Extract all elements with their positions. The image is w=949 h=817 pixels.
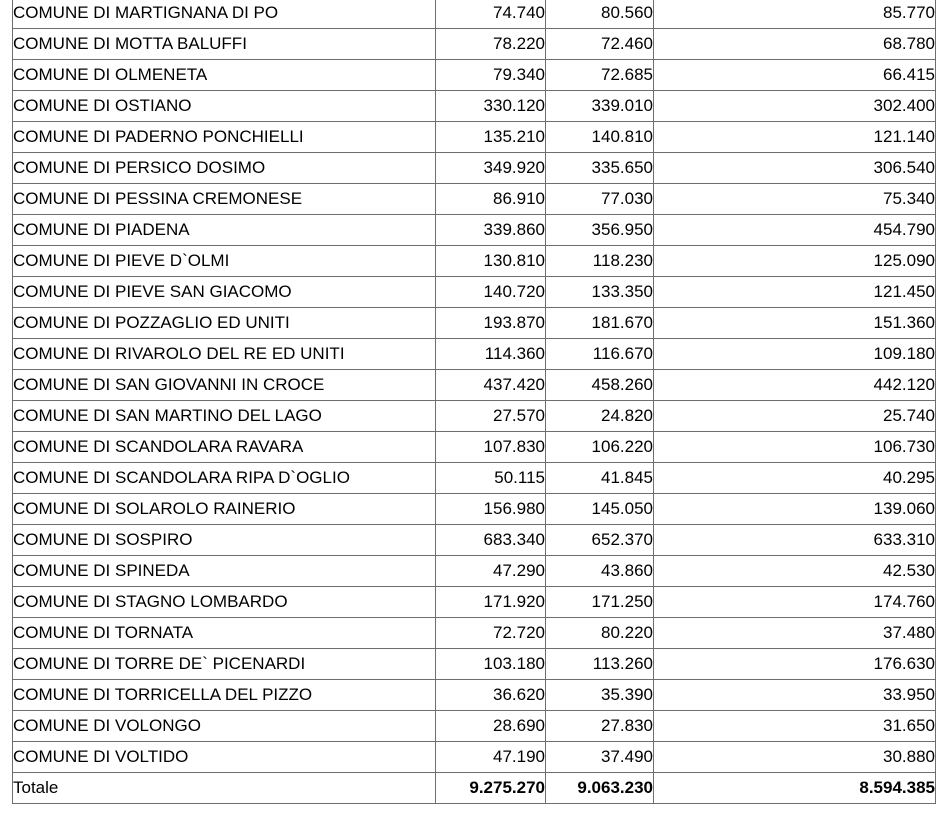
value-cell-3: 37.480 (654, 618, 936, 649)
value-cell-2: 652.370 (546, 525, 654, 556)
comune-name-cell: COMUNE DI STAGNO LOMBARDO (13, 587, 436, 618)
value-cell-3: 633.310 (654, 525, 936, 556)
value-cell-2: 24.820 (546, 401, 654, 432)
value-cell-3: 125.090 (654, 246, 936, 277)
value-cell-1: 47.290 (436, 556, 546, 587)
value-cell-1: 171.920 (436, 587, 546, 618)
value-cell-3: 75.340 (654, 184, 936, 215)
total-label: Totale (13, 773, 436, 804)
value-cell-2: 145.050 (546, 494, 654, 525)
value-cell-3: 121.450 (654, 277, 936, 308)
comune-name-cell: COMUNE DI PIEVE SAN GIACOMO (13, 277, 436, 308)
table-row (13, 246, 936, 277)
value-cell-2: 35.390 (546, 680, 654, 711)
value-cell-3: 139.060 (654, 494, 936, 525)
value-cell-2: 133.350 (546, 277, 654, 308)
comune-name-cell: COMUNE DI RIVAROLO DEL RE ED UNITI (13, 339, 436, 370)
value-cell-1: 28.690 (436, 711, 546, 742)
table-row (13, 277, 936, 308)
table-row (13, 29, 936, 60)
comuni-table (12, 0, 936, 804)
value-cell-3: 174.760 (654, 587, 936, 618)
value-cell-3: 151.360 (654, 308, 936, 339)
comune-name-cell: COMUNE DI SOLAROLO RAINERIO (13, 494, 436, 525)
value-cell-1: 339.860 (436, 215, 546, 246)
value-cell-2: 356.950 (546, 215, 654, 246)
comune-name-cell: COMUNE DI OSTIANO (13, 91, 436, 122)
table-row (13, 556, 936, 587)
value-cell-1: 72.720 (436, 618, 546, 649)
value-cell-1: 135.210 (436, 122, 546, 153)
comune-name-cell: COMUNE DI TORRE DE` PICENARDI (13, 649, 436, 680)
table-row (13, 153, 936, 184)
table-row (13, 91, 936, 122)
value-cell-3: 121.140 (654, 122, 936, 153)
comune-name-cell: COMUNE DI POZZAGLIO ED UNITI (13, 308, 436, 339)
comune-name-cell: COMUNE DI PIEVE D`OLMI (13, 246, 436, 277)
table-row (13, 742, 936, 773)
table-row (13, 525, 936, 556)
table-row (13, 60, 936, 91)
value-cell-2: 27.830 (546, 711, 654, 742)
value-cell-1: 330.120 (436, 91, 546, 122)
value-cell-3: 442.120 (654, 370, 936, 401)
value-cell-3: 68.780 (654, 29, 936, 60)
value-cell-1: 47.190 (436, 742, 546, 773)
value-cell-2: 106.220 (546, 432, 654, 463)
value-cell-2: 339.010 (546, 91, 654, 122)
comune-name-cell: COMUNE DI TORRICELLA DEL PIZZO (13, 680, 436, 711)
comune-name-cell: COMUNE DI SCANDOLARA RAVARA (13, 432, 436, 463)
table-row (13, 463, 936, 494)
comune-name-cell: COMUNE DI PADERNO PONCHIELLI (13, 122, 436, 153)
comune-name-cell: COMUNE DI SPINEDA (13, 556, 436, 587)
value-cell-1: 50.115 (436, 463, 546, 494)
value-cell-1: 683.340 (436, 525, 546, 556)
value-cell-2: 80.220 (546, 618, 654, 649)
comune-name-cell: COMUNE DI PIADENA (13, 215, 436, 246)
table-row (13, 711, 936, 742)
value-cell-1: 140.720 (436, 277, 546, 308)
comune-name-cell: COMUNE DI TORNATA (13, 618, 436, 649)
comune-name-cell: COMUNE DI SAN GIOVANNI IN CROCE (13, 370, 436, 401)
value-cell-1: 78.220 (436, 29, 546, 60)
total-row (13, 773, 936, 804)
value-cell-2: 43.860 (546, 556, 654, 587)
table-row (13, 587, 936, 618)
value-cell-2: 72.685 (546, 60, 654, 91)
value-cell-3: 33.950 (654, 680, 936, 711)
table-row (13, 618, 936, 649)
comune-name-cell: COMUNE DI SCANDOLARA RIPA D`OGLIO (13, 463, 436, 494)
comune-name-cell: COMUNE DI MARTIGNANA DI PO (13, 0, 436, 29)
table-row (13, 0, 936, 29)
value-cell-3: 66.415 (654, 60, 936, 91)
table-row (13, 184, 936, 215)
table-row (13, 432, 936, 463)
comune-name-cell: COMUNE DI PESSINA CREMONESE (13, 184, 436, 215)
value-cell-1: 36.620 (436, 680, 546, 711)
comune-name-cell: COMUNE DI VOLONGO (13, 711, 436, 742)
value-cell-1: 107.830 (436, 432, 546, 463)
total-value-3: 8.594.385 (654, 773, 936, 804)
table-body (13, 0, 936, 804)
value-cell-3: 30.880 (654, 742, 936, 773)
value-cell-1: 193.870 (436, 308, 546, 339)
value-cell-1: 130.810 (436, 246, 546, 277)
value-cell-2: 140.810 (546, 122, 654, 153)
table-row (13, 649, 936, 680)
comune-name-cell: COMUNE DI OLMENETA (13, 60, 436, 91)
table-row (13, 370, 936, 401)
table-row (13, 401, 936, 432)
value-cell-3: 109.180 (654, 339, 936, 370)
value-cell-1: 86.910 (436, 184, 546, 215)
value-cell-1: 114.360 (436, 339, 546, 370)
total-value-1: 9.275.270 (436, 773, 546, 804)
table-row (13, 680, 936, 711)
value-cell-3: 106.730 (654, 432, 936, 463)
value-cell-2: 458.260 (546, 370, 654, 401)
value-cell-2: 181.670 (546, 308, 654, 339)
table-row (13, 308, 936, 339)
value-cell-2: 171.250 (546, 587, 654, 618)
value-cell-2: 41.845 (546, 463, 654, 494)
value-cell-1: 437.420 (436, 370, 546, 401)
table-row (13, 494, 936, 525)
value-cell-2: 118.230 (546, 246, 654, 277)
value-cell-3: 302.400 (654, 91, 936, 122)
value-cell-3: 25.740 (654, 401, 936, 432)
value-cell-3: 85.770 (654, 0, 936, 29)
value-cell-2: 113.260 (546, 649, 654, 680)
value-cell-1: 79.340 (436, 60, 546, 91)
comune-name-cell: COMUNE DI MOTTA BALUFFI (13, 29, 436, 60)
value-cell-2: 72.460 (546, 29, 654, 60)
table-row (13, 215, 936, 246)
value-cell-3: 40.295 (654, 463, 936, 494)
table-row (13, 122, 936, 153)
value-cell-3: 42.530 (654, 556, 936, 587)
value-cell-2: 116.670 (546, 339, 654, 370)
value-cell-1: 156.980 (436, 494, 546, 525)
value-cell-1: 27.570 (436, 401, 546, 432)
value-cell-1: 349.920 (436, 153, 546, 184)
value-cell-2: 77.030 (546, 184, 654, 215)
comune-name-cell: COMUNE DI VOLTIDO (13, 742, 436, 773)
value-cell-2: 335.650 (546, 153, 654, 184)
value-cell-3: 176.630 (654, 649, 936, 680)
value-cell-3: 31.650 (654, 711, 936, 742)
comune-name-cell: COMUNE DI PERSICO DOSIMO (13, 153, 436, 184)
total-value-2: 9.063.230 (546, 773, 654, 804)
comune-name-cell: COMUNE DI SAN MARTINO DEL LAGO (13, 401, 436, 432)
value-cell-3: 454.790 (654, 215, 936, 246)
value-cell-2: 80.560 (546, 0, 654, 29)
table-row (13, 339, 936, 370)
value-cell-1: 103.180 (436, 649, 546, 680)
comune-name-cell: COMUNE DI SOSPIRO (13, 525, 436, 556)
value-cell-1: 74.740 (436, 0, 546, 29)
value-cell-2: 37.490 (546, 742, 654, 773)
value-cell-3: 306.540 (654, 153, 936, 184)
